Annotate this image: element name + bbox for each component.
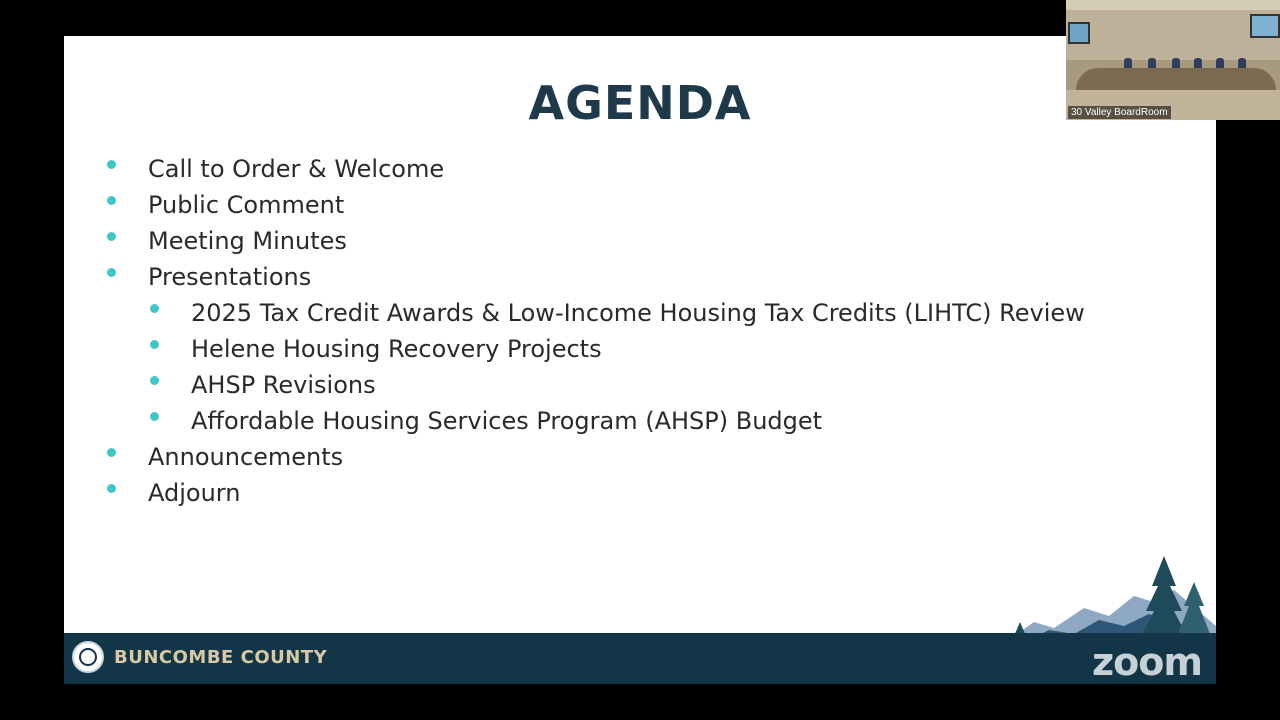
agenda-subitem [64,295,1216,331]
agenda-item [64,223,1216,259]
person-icon [1148,58,1156,68]
bullet-icon [107,268,116,277]
video-ceiling [1066,0,1280,10]
agenda-item [64,151,1216,187]
person-icon [1194,58,1202,68]
agenda-item-text: Presentations [148,263,312,291]
agenda-item-text: Public Comment [148,191,345,219]
agenda-item-text: Adjourn [148,479,241,507]
person-icon [1124,58,1132,68]
county-name: BUNCOMBE COUNTY [114,647,328,668]
agenda-subitem [64,403,1216,439]
agenda-item-text: Announcements [148,443,344,471]
agenda-item [64,187,1216,223]
agenda-subitem-text: 2025 Tax Credit Awards & Low-Income Housing Tax Credits (LIHTC) Review [191,299,1085,327]
agenda-list [64,151,1216,511]
participant-name-label: 30 Valley BoardRoom [1068,106,1171,119]
agenda-item [64,439,1216,475]
participant-video-tile[interactable] [1066,0,1280,120]
slide-title: AGENDA [528,76,752,130]
room-screen-icon [1068,22,1090,44]
person-icon [1216,58,1224,68]
bullet-icon [107,160,116,169]
person-icon [1238,58,1246,68]
person-icon [1172,58,1180,68]
room-screen-icon [1250,14,1280,38]
county-seal-icon [72,641,104,673]
zoom-watermark: zoom [1092,640,1202,684]
bullet-icon [150,340,159,349]
agenda-subitem-text: Affordable Housing Services Program (AHSP) Budget [191,407,823,435]
agenda-item [64,259,1216,295]
bullet-icon [150,304,159,313]
bullet-icon [107,484,116,493]
bullet-icon [150,376,159,385]
agenda-item-text: Call to Order & Welcome [148,155,445,183]
bullet-icon [107,232,116,241]
bullet-icon [107,196,116,205]
presentation-slide [64,36,1216,684]
bullet-icon [107,448,116,457]
slide-footer [64,633,1216,684]
agenda-item [64,475,1216,511]
agenda-subitem-text: AHSP Revisions [191,371,376,399]
agenda-subitem [64,331,1216,367]
bullet-icon [150,412,159,421]
agenda-subitem [64,367,1216,403]
agenda-subitem-text: Helene Housing Recovery Projects [191,335,602,363]
agenda-item-text: Meeting Minutes [148,227,347,255]
dais [1076,68,1276,90]
